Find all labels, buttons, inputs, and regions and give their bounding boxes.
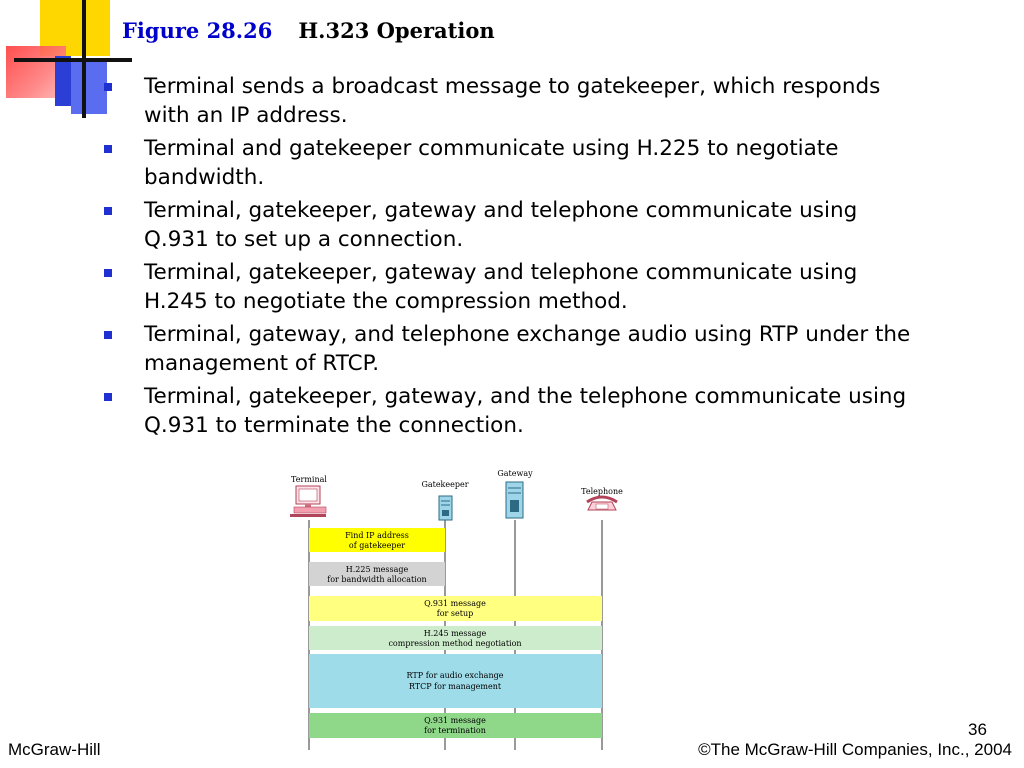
bullet-text-line: management of RTCP.: [144, 351, 380, 376]
bullet-marker: [104, 269, 112, 277]
bullet-text-line: Q.931 to terminate the connection.: [144, 413, 524, 438]
decor-blue-square: [71, 62, 107, 114]
bullet-marker: [104, 207, 112, 215]
bullet-text-line: with an IP address.: [144, 103, 348, 128]
footer-publisher: McGraw-Hill: [8, 740, 101, 759]
step-q931-termination: [309, 713, 602, 738]
h323-sequence-diagram: [282, 460, 632, 752]
step-label-line: Find IP address: [345, 531, 409, 540]
step-label-line: RTP for audio exchange: [406, 671, 504, 680]
bullet-text-line: Q.931 to set up a connection.: [144, 227, 464, 252]
entity-label-telephone: Telephone: [581, 487, 623, 496]
step-label-line: Q.931 message: [424, 599, 486, 608]
bullet-text-line: Terminal, gatekeeper, gateway and telephone communicate using: [144, 260, 858, 285]
bullet-list: [104, 72, 964, 444]
slide-title: [122, 18, 495, 43]
bullet-marker: [104, 145, 112, 153]
decor-blue-bar: [55, 56, 71, 106]
decor-horizontal-line: [14, 58, 132, 62]
bullet-marker: [104, 393, 112, 401]
step-find-ip: [309, 528, 445, 552]
bullet-marker: [104, 331, 112, 339]
telephone-icon: [587, 497, 617, 510]
bullet-text-line: Terminal, gatekeeper, gateway and telephone communicate using: [144, 198, 858, 223]
step-label-line: for bandwidth allocation: [327, 575, 427, 584]
bullet-text-line: Terminal, gateway, and telephone exchange audio using RTP under the: [144, 322, 911, 347]
bullet-marker: [104, 83, 112, 91]
step-label-line: of gatekeeper: [348, 541, 406, 550]
step-label-line: for setup: [436, 609, 474, 618]
figure-topic: H.323 Operation: [298, 18, 495, 43]
step-q931-setup: [309, 596, 602, 621]
step-h245: [309, 626, 602, 650]
bullet-text-line: bandwidth.: [144, 165, 265, 190]
step-label-line: RTCP for management: [408, 682, 502, 691]
terminal-computer-icon: [290, 486, 326, 517]
step-label-line: H.245 message: [423, 629, 487, 638]
entity-label-gatekeeper: Gatekeeper: [421, 480, 469, 489]
bullet-text-line: H.245 to negotiate the compression method.: [144, 289, 628, 314]
footer-copyright: ©The McGraw-Hill Companies, Inc., 2004: [698, 740, 1012, 759]
bullet-item: [104, 258, 964, 316]
bullet-text-line: Terminal and gatekeeper communicate using H.225 to negotiate: [144, 136, 839, 161]
step-label-line: for termination: [424, 726, 486, 735]
page-number: 36: [968, 720, 987, 739]
step-label-line: H.225 message: [345, 565, 409, 574]
bullet-item: [104, 196, 964, 254]
bullet-item: [104, 382, 964, 440]
step-h225: [309, 562, 445, 586]
bullet-item: [104, 134, 964, 192]
bullet-text-line: Terminal sends a broadcast message to gatekeeper, which responds: [144, 74, 881, 99]
entity-label-terminal: Terminal: [291, 475, 327, 484]
step-label-line: compression method negotiation: [388, 639, 522, 648]
step-box: [309, 654, 602, 708]
entity-label-gateway: Gateway: [497, 469, 533, 478]
gateway-server-icon: [506, 482, 523, 518]
step-rtp: [309, 654, 602, 708]
step-label-line: Q.931 message: [424, 716, 486, 725]
gatekeeper-server-icon: [439, 496, 452, 520]
bullet-item: [104, 72, 964, 130]
bullet-text-line: Terminal, gatekeeper, gateway, and the telephone communicate using: [144, 384, 907, 409]
figure-number: Figure 28.26: [122, 18, 273, 43]
bullet-item: [104, 320, 964, 378]
